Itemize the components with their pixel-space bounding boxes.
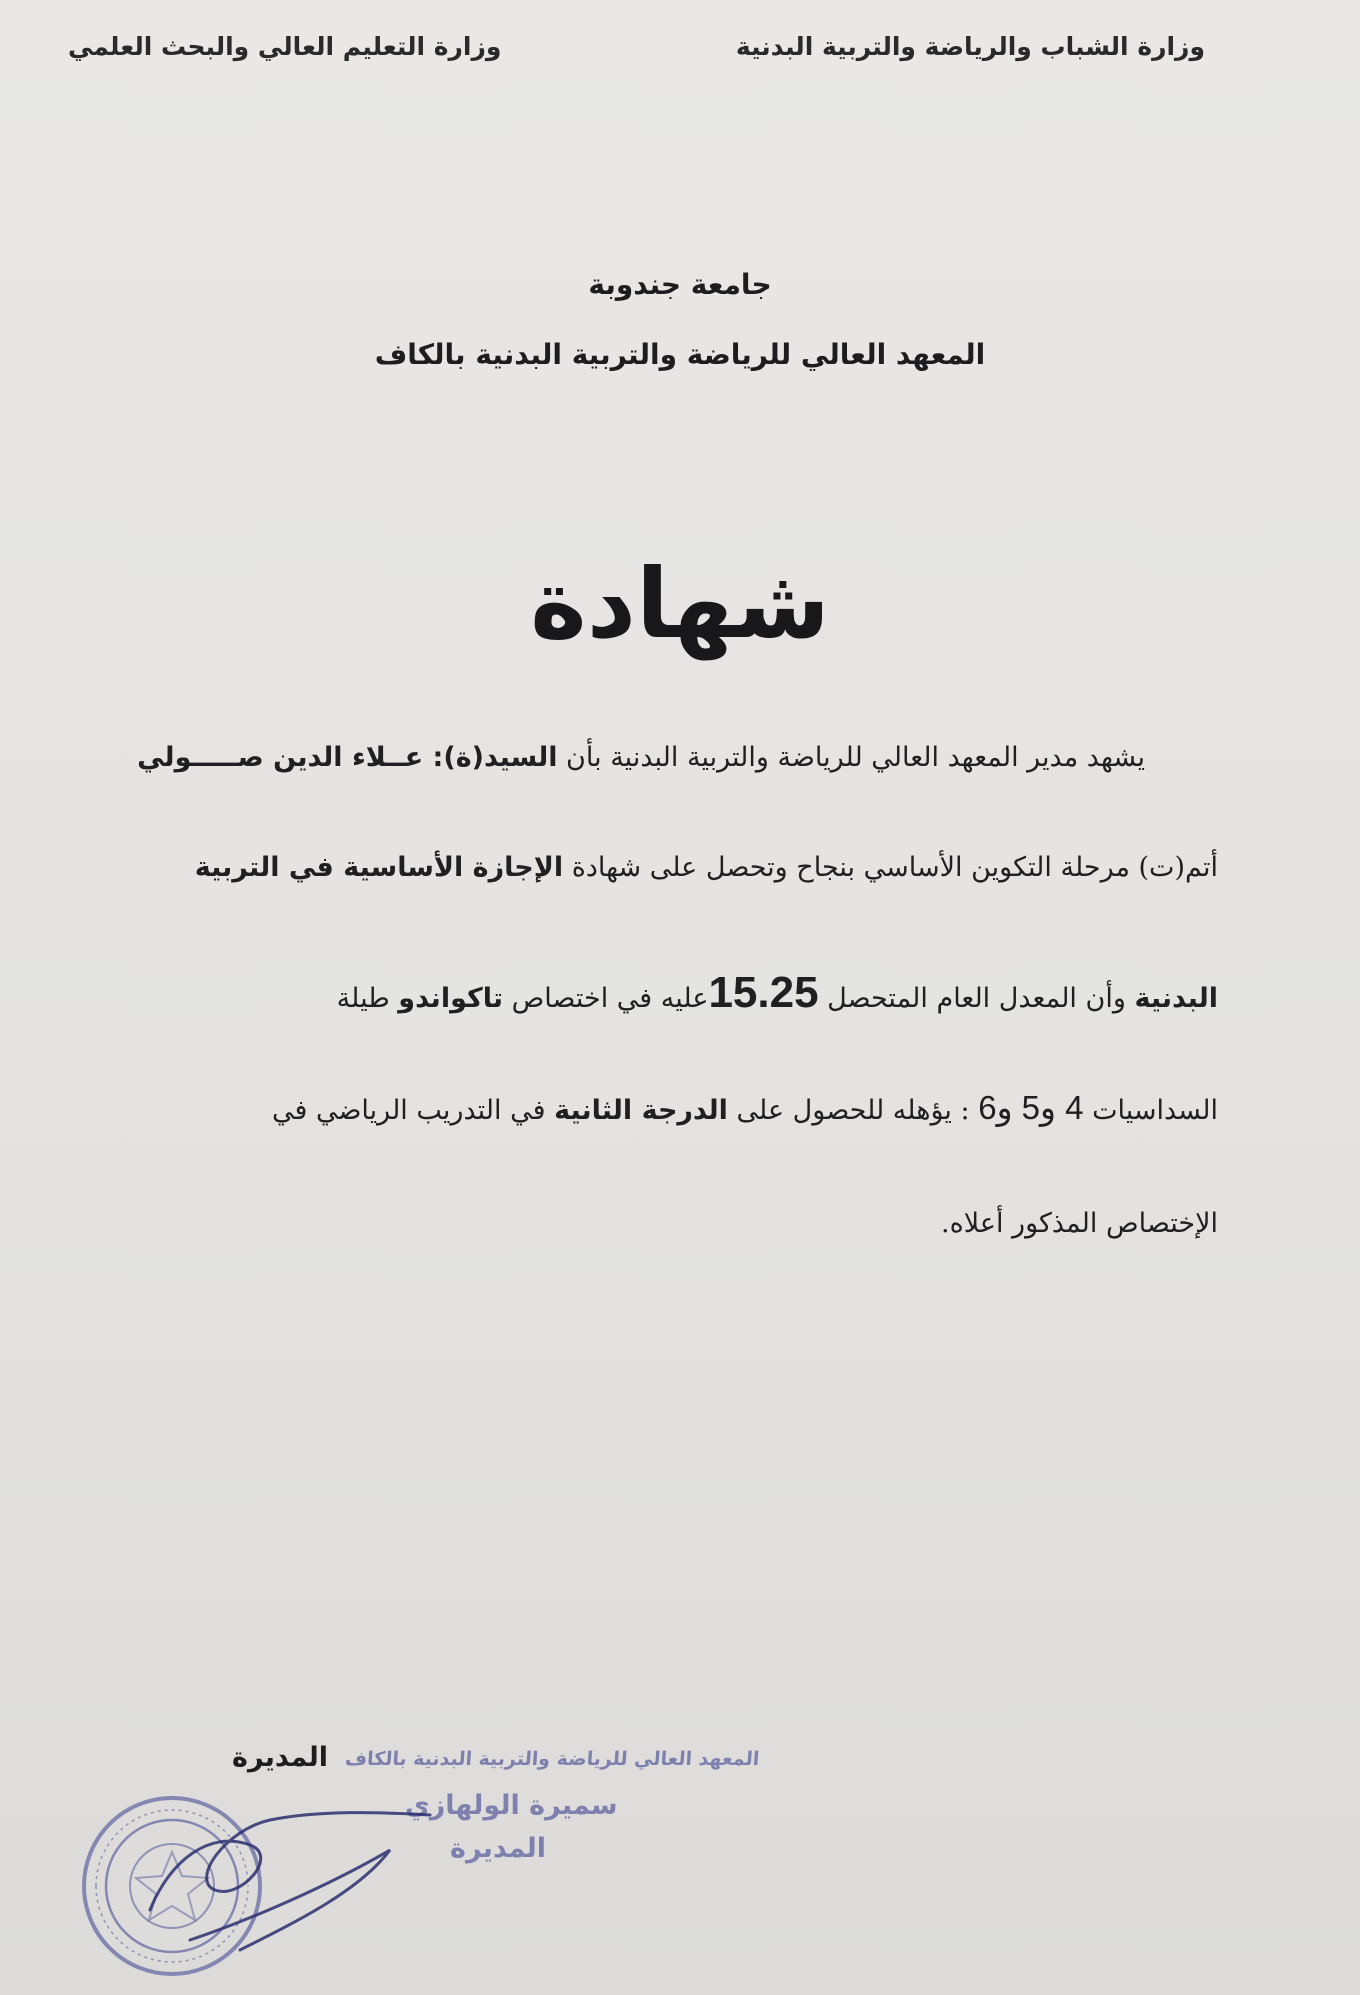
student-name: عــلاء الدين صـــــولي	[137, 742, 424, 773]
line3-text: وأن المعدل العام المتحصل	[818, 983, 1135, 1014]
line4-text: السداسيات	[1083, 1095, 1218, 1126]
semesters: 4 و5 و6	[978, 1089, 1084, 1126]
line3-bold: البدنية	[1134, 983, 1218, 1014]
signature-label: المديرة	[232, 1742, 328, 1773]
line1-text: يشهد مدير المعهد العالي للرياضة والتربية البدنية بأن	[557, 742, 1145, 773]
line3-text3: طيلة	[336, 983, 399, 1014]
specialty-name: تاكواندو	[398, 983, 503, 1014]
ministry-youth-sports: وزارة الشباب والرياضة والتربية البدنية	[735, 32, 1205, 61]
document-title: شهادة	[530, 548, 830, 660]
stamp-director-title: المديرة	[450, 1833, 546, 1864]
line1-bold: السيد(ة):	[423, 742, 558, 773]
line2-text: أتم(ت) مرحلة التكوين الأساسي بنجاح وتحصل على شهادة	[563, 852, 1218, 883]
stamp-institute-text: المعهد العالي للرياضة والتربية البدنية بالكاف	[344, 1748, 761, 1770]
certificate-line-3	[337, 968, 1218, 1018]
certificate-line-2	[195, 852, 1218, 883]
degree-level: الدرجة الثانية	[554, 1095, 728, 1126]
diploma-name: الإجازة الأساسية في التربية	[194, 852, 564, 883]
certificate-line-1	[137, 742, 1145, 773]
general-average: 15.25	[708, 968, 819, 1017]
ministry-higher-education: وزارة التعليم العالي والبحث العلمي	[68, 32, 502, 61]
stamp-director-name: سميرة الولهازي	[405, 1790, 618, 1821]
certificate-line-5	[941, 1208, 1218, 1239]
university-name: جامعة جندوبة	[588, 268, 772, 301]
line5-text: الإختصاص المذكور أعلاه.	[941, 1208, 1218, 1239]
certificate-line-4	[272, 1088, 1218, 1127]
line4-text2: : يؤهله للحصول على	[727, 1095, 979, 1126]
line4-text3: في التدريب الرياضي في	[272, 1095, 555, 1126]
handwritten-signature	[130, 1790, 440, 1960]
line3-text2: عليه في اختصاص	[502, 983, 709, 1014]
institute-name: المعهد العالي للرياضة والتربية البدنية بالكاف	[374, 338, 986, 371]
